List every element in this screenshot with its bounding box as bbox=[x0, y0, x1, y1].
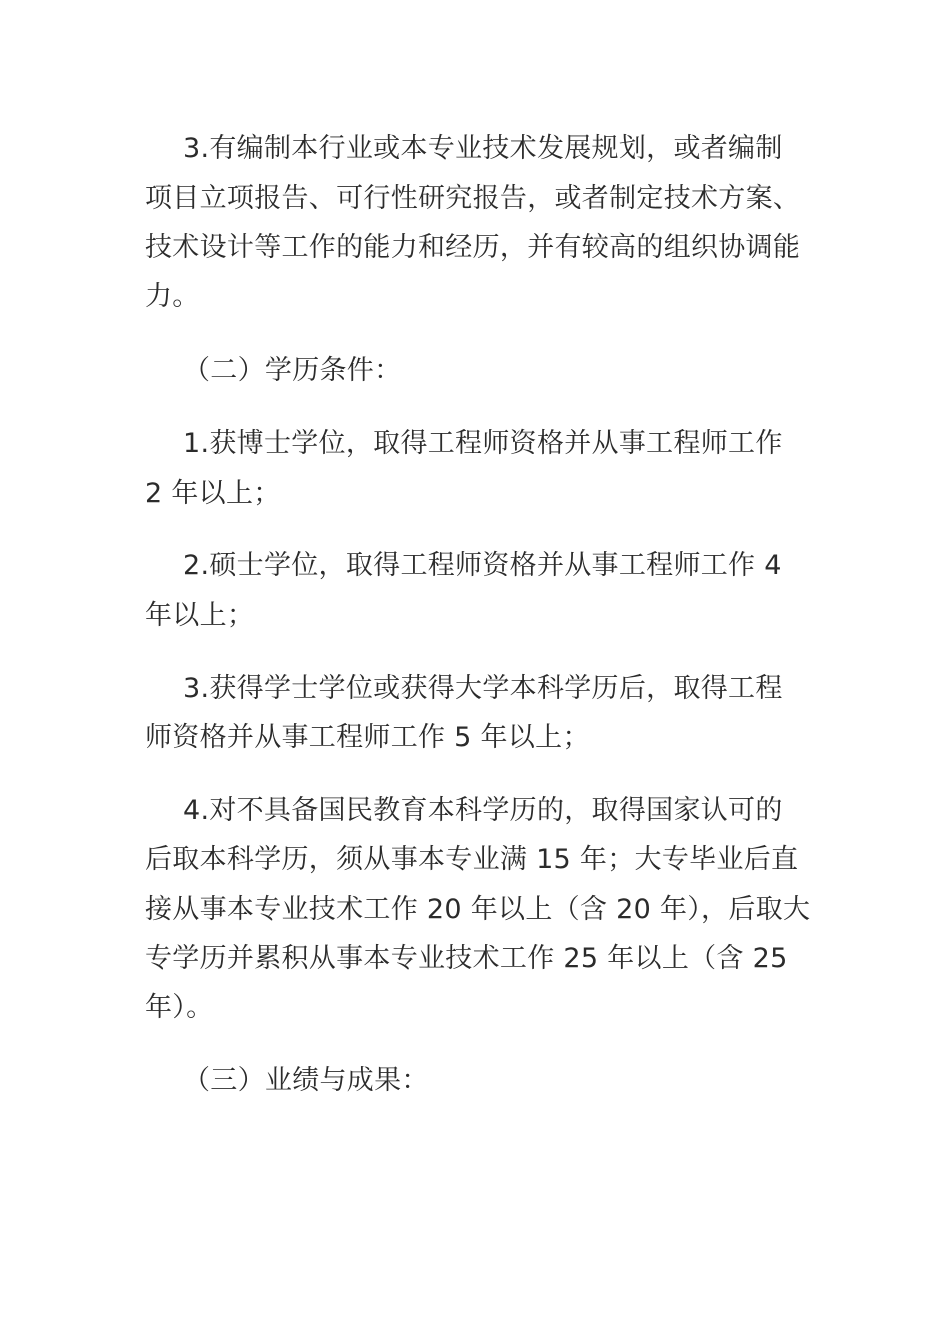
text-line: 4.对不具备国民教育本科学历的，取得国家认可的 bbox=[183, 795, 783, 826]
text-line: 2.硕士学位，取得工程师资格并从事工程师工作 4 bbox=[183, 550, 782, 581]
text-line: 年以上； bbox=[145, 600, 255, 631]
text-line: 力。 bbox=[145, 281, 200, 312]
text-line: 3.有编制本行业或本专业技术发展规划，或者编制 bbox=[183, 133, 783, 164]
text-line: 2 年以上； bbox=[145, 478, 281, 509]
text-line: 后取本科学历，须从事本专业满 15 年；大专毕业后直 bbox=[145, 844, 799, 875]
heading-line: （三）业绩与成果： bbox=[183, 1065, 429, 1096]
text-line: 3.获得学士学位或获得大学本科学历后，取得工程 bbox=[183, 673, 783, 704]
text-line: 项目立项报告、可行性研究报告，或者制定技术方案、 bbox=[145, 183, 801, 214]
text-line: 技术设计等工作的能力和经历，并有较高的组织协调能 bbox=[145, 232, 801, 263]
text-line: 年）。 bbox=[145, 992, 214, 1023]
text-line: 专学历并累积从事本专业技术工作 25 年以上（含 25 bbox=[145, 943, 788, 974]
heading-line: （二）学历条件： bbox=[183, 355, 402, 386]
text-line: 1.获博士学位，取得工程师资格并从事工程师工作 bbox=[183, 428, 783, 459]
text-line: 接从事本专业技术工作 20 年以上（含 20 年），后取大 bbox=[145, 894, 811, 925]
text-line: 师资格并从事工程师工作 5 年以上； bbox=[145, 722, 590, 753]
